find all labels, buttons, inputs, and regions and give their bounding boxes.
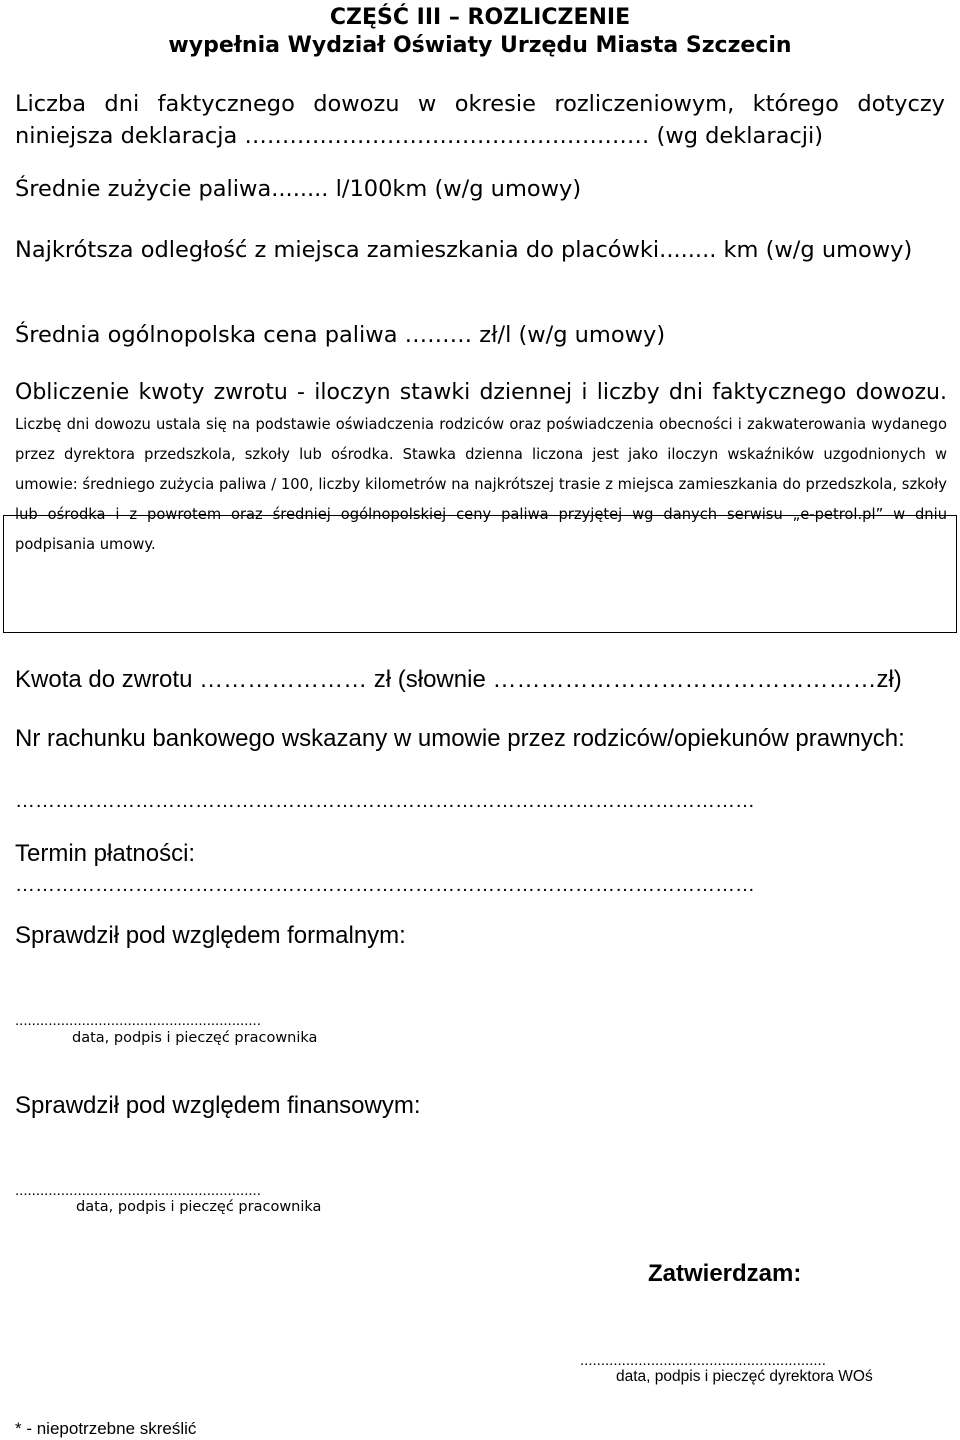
days-count-field: Liczba dni faktycznego dowozu w okresie rozliczeniowym, którego dotyczy niniejsza deklaracja ……………………………………………… (wg deklaracji) [15, 91, 945, 149]
approval-signature-line: ........................................................... [580, 1352, 826, 1369]
formal-signature-line: ........................................................... [15, 1012, 261, 1029]
footnote: * - niepotrzebne skreślić [15, 1419, 197, 1438]
financial-signature-caption: data, podpis i pieczęć pracownika [76, 1199, 322, 1215]
calculation-heading: Obliczenie kwoty zwrotu - iloczyn stawki dziennej i liczby dni faktycznego dowozu. [15, 380, 947, 405]
formal-signature-caption: data, podpis i pieczęć pracownika [72, 1030, 318, 1046]
approval-label: Zatwierdzam: [648, 1260, 802, 1287]
section-subtitle: wypełnia Wydział Oświaty Urzędu Miasta Szczecin [168, 33, 792, 58]
fuel-price-field: Średnia ogólnopolska cena paliwa ……… zł/l (w/g umowy) [15, 322, 666, 348]
shortest-distance-field: Najkrótsza odległość z miejsca zamieszkania do placówki........ km (w/g umowy) [15, 237, 913, 263]
approval-signature-caption: data, podpis i pieczęć dyrektora WOś [616, 1368, 873, 1385]
bank-account-line: ………………………………………………………………………………………………… [15, 790, 755, 812]
calculation-box [3, 515, 957, 633]
financial-signature-line: ........................................................... [15, 1182, 261, 1199]
calculation-note: Liczbę dni dowozu ustala się na podstawie oświadczenia rodziców oraz poświadczenia obecności i zakwaterowania wydanego przez dyrektora przedszkola, szkoły lub ośrodka. Stawka dzienna liczona jest jako iloczyn wskaźników uzgodnionych w umowie: średniego zużycia paliwa / 100, liczby kilometrów na najkrótszej trasie z miejsca zamieszkania do przedszkola, szkoły lub ośrodka i z powrotem oraz średniej ogólnopolskiej ceny paliwa przyjętej wg danych serwisu „e-petrol.pl” w dniu podpisania umowy. [15, 416, 947, 553]
bank-account-label: Nr rachunku bankowego wskazany w umowie przez rodziców/opiekunów prawnych: [15, 725, 905, 752]
section-title: CZĘŚĆ III – ROZLICZENIE [329, 5, 631, 30]
refund-amount-field: Kwota do zwrotu ………………… zł (słownie …………………………………………zł) [15, 666, 902, 693]
formal-check-label: Sprawdził pod względem formalnym: [15, 922, 406, 949]
fuel-consumption-field: Średnie zużycie paliwa........ l/100km (w/g umowy) [15, 176, 582, 202]
payment-term-label: Termin płatności: [15, 840, 196, 867]
financial-check-label: Sprawdził pod względem finansowym: [15, 1092, 421, 1119]
payment-term-line: ………………………………………………………………………………………………… [15, 874, 755, 896]
